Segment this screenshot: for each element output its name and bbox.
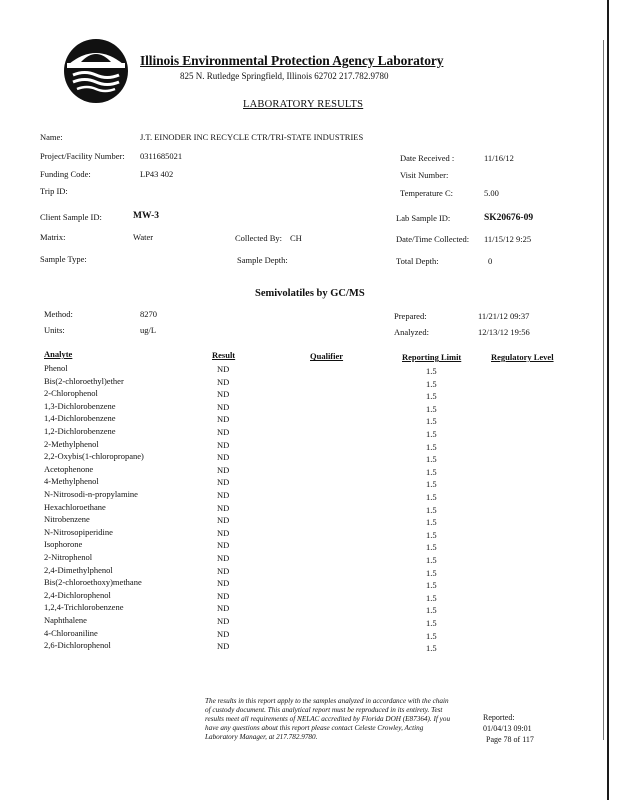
reporting-limit-cell: 1.5 [426,454,437,465]
analyte-cell: 4-Chloroaniline [44,627,98,638]
analyte-cell: 1,2-Dichlorobenzene [44,426,116,436]
method-value: 8270 [140,309,157,319]
sample-type-label: Sample Type: [40,254,87,264]
section-title: Semivolatiles by GC/MS [255,288,365,299]
analyte-cell: 1,2,4-Trichlorobenzene [44,602,124,613]
result-cell: ND [217,414,230,425]
reporting-limit-cell: 1.5 [426,542,437,553]
result-cell: ND [217,628,230,639]
reporting-limit-cell: 1.5 [426,630,437,641]
analyte-cell: 1,4-Dichlorobenzene [44,413,116,424]
prepared-value: 11/21/12 09:37 [478,311,530,321]
table-row [0,552,618,564]
analyte-cell: N-Nitrosodi-n-propylamine [44,489,138,499]
total-depth-label: Total Depth: [396,256,439,266]
agency-address: 825 N. Rutledge Springfield, Illinois 62702 217.782.9780 [180,71,389,81]
reporting-limit-cell: 1.5 [426,391,437,402]
result-cell: ND [217,401,230,412]
temperature-label: Temperature C: [400,188,453,198]
reporting-limit-cell: 1.5 [426,529,437,540]
table-row [0,640,618,652]
result-cell: ND [217,565,230,576]
datetime-value: 11/15/12 9:25 [484,234,532,244]
reporting-limit-cell: 1.5 [426,504,437,515]
table-row [0,439,618,451]
matrix-label: Matrix: [40,232,66,242]
iepa-logo [63,38,129,104]
analyte-cell: Acetophenone [44,463,94,474]
client-sample-value: MW-3 [133,211,160,221]
result-cell: ND [217,603,230,614]
collected-by-value: CH [290,233,302,243]
result-cell: ND [217,452,230,463]
table-row [0,602,618,614]
table-row [0,615,618,627]
reporting-limit-cell: 1.5 [426,378,437,389]
table-row [0,527,618,539]
analyte-cell: Hexachloroethane [44,501,106,512]
table-row [0,376,618,388]
analyte-cell: 4-Methylphenol [44,476,99,487]
table-row [0,514,618,526]
funding-value: LP43 402 [140,169,174,179]
analyte-cell: 2,6-Dichlorophenol [44,640,111,651]
trip-label: Trip ID: [40,186,68,196]
col-header-analyte: Analyte [44,349,73,359]
result-cell: ND [217,364,230,374]
col-header-regulatory-level: Regulatory Level [491,352,554,362]
result-cell: ND [217,376,230,387]
page-number: Page 78 of 117 [486,735,534,744]
analyte-cell: Isophorone [44,539,83,550]
table-row [0,451,618,463]
table-row [0,489,618,501]
reporting-limit-cell: 1.5 [426,605,437,616]
table-row [0,476,618,488]
result-cell: ND [217,553,230,563]
reporting-limit-cell: 1.5 [426,441,437,452]
datetime-label: Date/Time Collected: [396,234,470,244]
analyte-cell: N-Nitrosopiperidine [44,526,113,537]
reporting-limit-cell: 1.5 [426,479,437,490]
result-cell: ND [217,578,230,589]
reporting-limit-cell: 1.5 [426,567,437,578]
project-value: 0311685021 [140,151,183,161]
result-cell: ND [217,641,230,652]
reporting-limit-cell: 1.5 [426,366,437,376]
result-cell: ND [217,490,230,500]
result-cell: ND [217,540,230,551]
prepared-label: Prepared: [394,311,427,321]
agency-title: Illinois Environmental Protection Agency Laboratory [140,53,444,68]
result-cell: ND [217,590,230,601]
col-header-result: Result [212,350,236,360]
total-depth-value: 0 [488,256,493,266]
reported-label: Reported: [483,713,515,722]
result-cell: ND [217,616,230,626]
reporting-limit-cell: 1.5 [426,429,437,439]
temperature-value: 5.00 [484,188,499,198]
analyte-cell: 2-Methylphenol [44,438,99,449]
reporting-limit-cell: 1.5 [426,580,437,591]
result-cell: ND [217,439,230,450]
sample-depth-label: Sample Depth: [237,255,288,265]
name-value: J.T. EINODER INC RECYCLE CTR/TRI-STATE INDUSTRIES [140,132,364,142]
analyte-cell: 2-Nitrophenol [44,552,93,562]
project-label: Project/Facility Number: [40,151,125,161]
reported-value: 01/04/13 09:01 [483,724,532,733]
analyte-cell: Naphthalene [44,615,87,625]
table-row [0,577,618,589]
lab-sample-value: SK20676-09 [484,213,534,223]
col-header-qualifier: Qualifier [310,351,344,361]
units-value: ug/L [140,325,157,335]
analyte-cell: 2,4-Dimethylphenol [44,564,113,575]
result-cell: ND [217,427,230,437]
reporting-limit-cell: 1.5 [426,403,437,414]
result-cell: ND [217,464,230,475]
method-label: Method: [44,309,73,319]
analyte-cell: 2,4-Dichlorophenol [44,589,111,600]
analyte-cell: Bis(2-chloroethyl)ether [44,375,124,386]
lab-sample-label: Lab Sample ID: [396,213,451,223]
table-row [0,464,618,476]
result-cell: ND [217,527,230,538]
analyte-cell: Nitrobenzene [44,514,90,525]
table-row [0,401,618,413]
analyzed-value: 12/13/12 19:56 [478,327,530,337]
client-sample-label: Client Sample ID: [40,212,102,222]
result-cell: ND [217,502,230,513]
date-received-label: Date Received : [400,153,455,163]
analyte-cell: Bis(2-chloroethoxy)methane [44,577,142,588]
analyzed-label: Analyzed: [394,327,429,337]
table-row [0,539,618,551]
reporting-limit-cell: 1.5 [426,555,437,565]
analyte-cell: Phenol [44,363,68,373]
table-row [0,363,618,375]
reporting-limit-cell: 1.5 [426,592,437,603]
analyte-cell: 2-Chlorophenol [44,388,98,399]
result-cell: ND [217,389,230,400]
table-row [0,565,618,577]
footer-disclaimer: The results in this report apply to the samples analyzed in accordance with the chain of custody document. This analytical report must be reproduced in its entirety. Test results meet all requirements of NELAC accredited by Florida DOH (E87364). If you have any questions about this report please contact Celeste Crowley, Acting Laboratory Manager, at 217.782.9780. [205,697,451,741]
reporting-limit-cell: 1.5 [426,517,437,528]
result-cell: ND [217,515,230,526]
report-title: LABORATORY RESULTS [243,99,364,110]
analyte-cell: 2,2-Oxybis(1-chloropropane) [44,451,144,462]
reporting-limit-cell: 1.5 [426,416,437,427]
table-row [0,628,618,640]
units-label: Units: [44,325,65,335]
reporting-limit-cell: 1.5 [426,466,437,477]
visit-label: Visit Number: [400,170,449,180]
col-header-reporting-limit: Reporting Limit [402,352,462,362]
analyte-cell: 1,3-Dichlorobenzene [44,400,116,411]
funding-label: Funding Code: [40,169,91,179]
reporting-limit-cell: 1.5 [426,618,437,628]
reporting-limit-cell: 1.5 [426,643,437,654]
table-row [0,590,618,602]
table-row [0,426,618,438]
collected-by-label: Collected By: [235,233,282,243]
result-cell: ND [217,477,230,488]
name-label: Name: [40,132,63,142]
table-row [0,388,618,400]
date-received-value: 11/16/12 [484,153,514,163]
table-row [0,413,618,425]
matrix-value: Water [133,232,154,242]
table-row [0,502,618,514]
reporting-limit-cell: 1.5 [426,492,437,502]
